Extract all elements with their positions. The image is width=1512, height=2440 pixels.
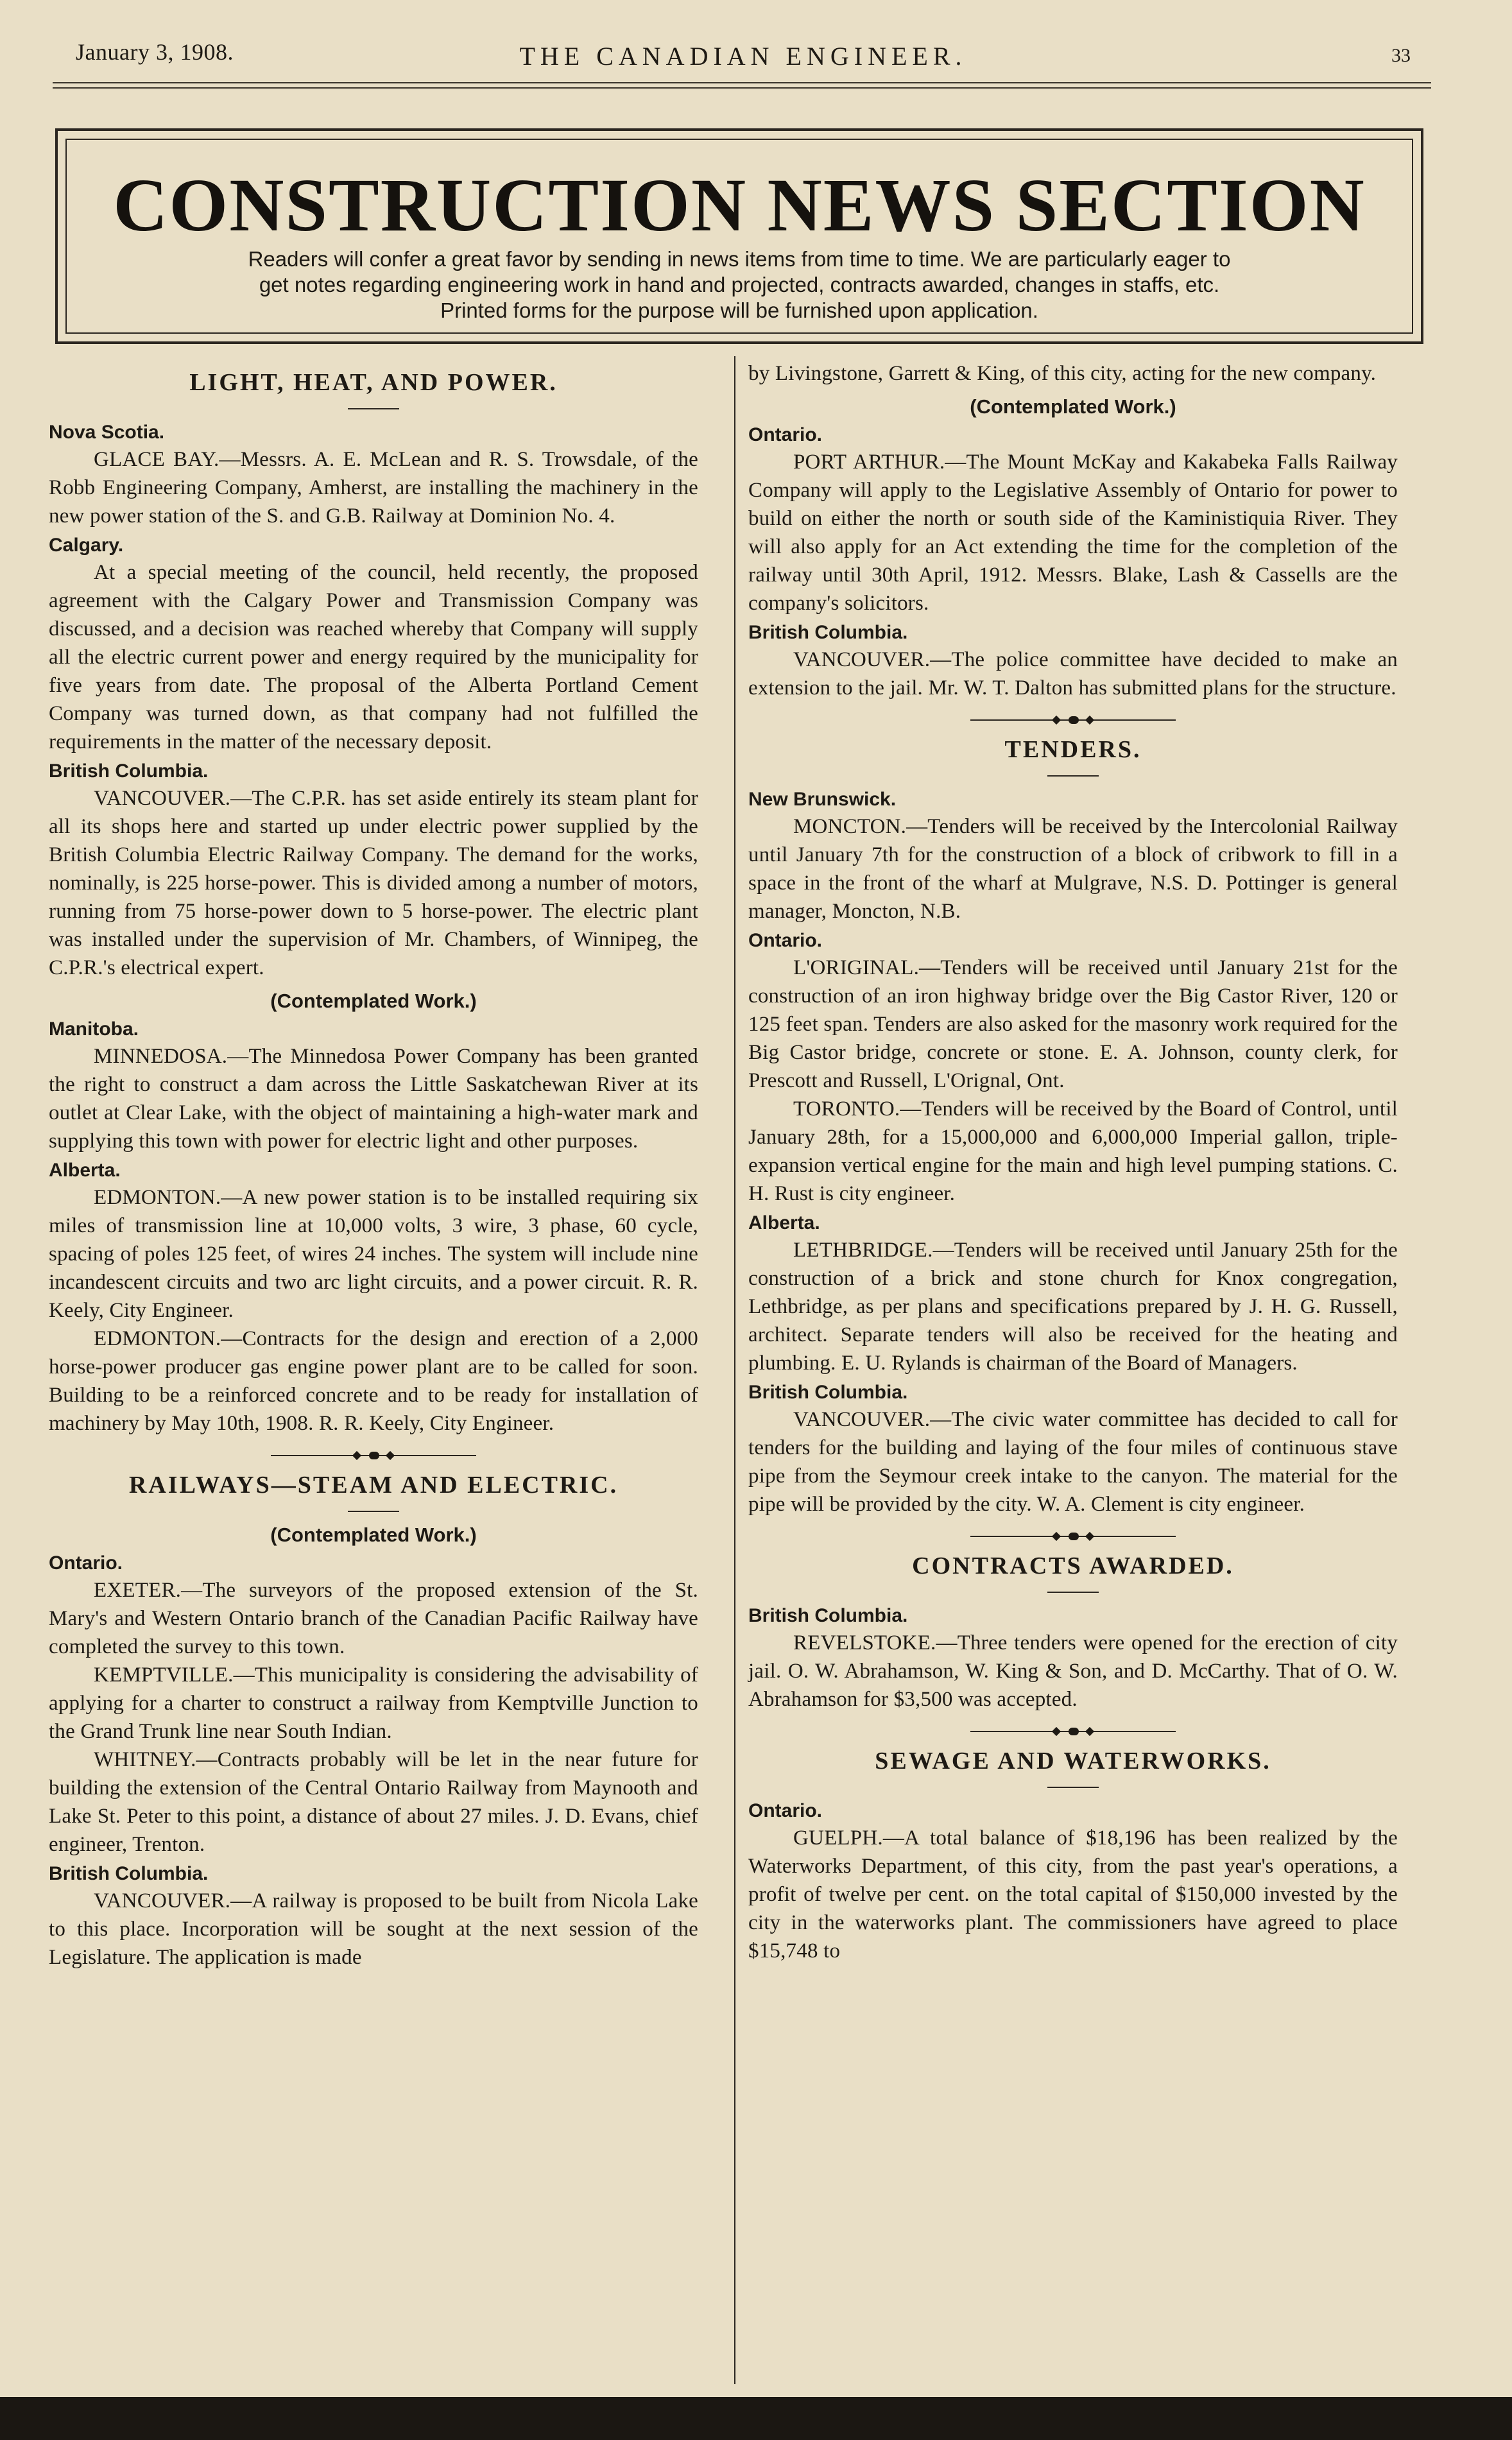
banner-notice (96, 246, 1382, 323)
right-column (748, 359, 1398, 1965)
ornament-icon (1051, 1532, 1095, 1541)
column-divider (734, 356, 735, 2384)
header-rule (53, 87, 1431, 89)
left-column (49, 359, 698, 1972)
news-item: EDMONTON.—A new power station is to be installed requiring six miles of transmission line at 10,000 volts, 3 wire, 3 phase, 60 cycle, spacing of poles 125 feet, of wires 24 inches. The system will include nine incandescent circuits and two arc light circuits, and a power circuit. R. R. Keely, City Engineer. (49, 1186, 698, 1322)
news-item: At a special meeting of the council, held recently, the proposed agreement with the Calgary Power and Transmission Company was discussed, and a decision was reached whereby that Company will supply all the electric current power and energy required by the municipality for five years from date. The proposal of the Alberta Portland Cement Company was turned down, as that company had not fulfilled the requirements in the matter of the necessary deposit. (49, 561, 698, 753)
banner-line: get notes regarding engineering work in hand and projected, contracts awarded, changes in staffs, etc. (259, 273, 1220, 296)
ornament-icon (351, 1451, 396, 1460)
section-title: CONSTRUCTION NEWS SECTION (113, 163, 1366, 247)
page-edge-shadow (0, 2397, 1512, 2440)
section-ornament (970, 714, 1176, 726)
banner-line: Readers will confer a great favor by sending in news items from time to time. We are particularly eager to (248, 247, 1231, 271)
ornament-icon (1051, 716, 1095, 725)
news-item: VANCOUVER.—The C.P.R. has set aside entirely its steam plant for all its shops here and started up under electric power supplied by the British Columbia Electric Railway Company. The demand for the works, nominally, is 225 horse-power. This is divided among a number of motors, running from 75 horse-power down to 5 horse-power. The electric plant was installed under the supervision of Mr. Chambers, of Winnipeg, the C.P.R.'s electrical expert. (49, 787, 698, 979)
section-ornament (970, 1725, 1176, 1738)
news-item: REVELSTOKE.—Three tenders were opened for the erection of city jail. O. W. Abrahamson, W. King & Son, and D. McCarthy. That of O. W. Abrahamson for $3,500 was accepted. (748, 1631, 1398, 1711)
news-item: EXETER.—The surveyors of the proposed extension of the St. Mary's and Western Ontario branch of the Canadian Pacific Railway have completed the survey to this town. (49, 1579, 698, 1658)
region-heading: British Columbia. (49, 760, 209, 782)
region-heading: British Columbia. (748, 622, 908, 643)
ornament-icon (1051, 1727, 1095, 1736)
region-heading: New Brunswick. (748, 789, 897, 810)
region-heading: British Columbia. (748, 1605, 908, 1626)
page-number: 33 (1391, 45, 1411, 66)
running-header (76, 39, 1411, 77)
region-heading: Alberta. (49, 1160, 121, 1181)
region-heading: Calgary. (49, 535, 124, 556)
header-rule (53, 82, 1431, 83)
region-heading: Nova Scotia. (49, 422, 165, 443)
region-heading: British Columbia. (49, 1863, 209, 1884)
news-item: EDMONTON.—Contracts for the design and erection of a 2,000 horse-power producer gas engine power plant are to be called for soon. Building to be a reinforced concrete and to be ready for installation of machinery by May 10th, 1908. R. R. Keely, City Engineer. (49, 1327, 698, 1435)
region-heading: Ontario. (49, 1552, 123, 1574)
region-heading: Ontario. (748, 930, 823, 951)
news-item: MONCTON.—Tenders will be received by the Intercolonial Railway until January 7th for the construction of a block of cribwork to fill in a space in the front of the wharf at Mulgrave, N.S. D. Pottinger is general manager, Moncton, N.B. (748, 815, 1398, 923)
section-heading: SEWAGE AND WATERWORKS. (875, 1748, 1271, 1774)
issue-date: January 3, 1908. (76, 39, 234, 65)
region-heading: Ontario. (748, 1800, 823, 1821)
short-rule (1047, 1592, 1099, 1593)
news-item: TORONTO.—Tenders will be received by the Board of Control, until January 28th, for a 15,000,000 and 6,000,000 Imperial gallon, triple-expansion vertical engine for the main and high level pumping stations. C. H. Rust is city engineer. (748, 1097, 1398, 1205)
news-item: L'ORIGINAL.—Tenders will be received until January 21st for the construction of an iron highway bridge over the Big Castor River, 120 or 125 feet span. Tenders are also asked for the masonry work required for the Big Castor bridge, concrete or stone. E. A. Johnson, county clerk, for Prescott and Russell, L'Orignal, Ont. (748, 956, 1398, 1092)
news-item: KEMPTVILLE.—This municipality is considering the advisability of applying for a charter to construct a railway from Kemptville Junction to the Grand Trunk line near South Indian. (49, 1663, 698, 1743)
region-heading: Manitoba. (49, 1018, 139, 1040)
section-heading: LIGHT, HEAT, AND POWER. (189, 369, 558, 396)
region-heading: Ontario. (748, 424, 823, 445)
banner-line: Printed forms for the purpose will be furnished upon application. (440, 298, 1038, 322)
news-item: VANCOUVER.—A railway is proposed to be built from Nicola Lake to this place. Incorporation will be sought at the next session of the Legislature. The application is made (49, 1889, 698, 1969)
section-heading: CONTRACTS AWARDED. (912, 1552, 1234, 1579)
short-rule (1047, 1787, 1099, 1788)
news-item: GUELPH.—A total balance of $18,196 has been realized by the Waterworks Department, of this city, from the past year's operations, a profit of twelve per cent. on the total capital of $150,000 invested by the city in the waterworks plant. The commissioners have agreed to place $15,748 to (748, 1826, 1398, 1963)
news-item: VANCOUVER.—The civic water committee has decided to call for tenders for the building and laying of the four miles of continuous stave pipe from the Seymour creek intake to the canyon. The material for the pipe will be provided by the city. W. A. Clement is city engineer. (748, 1408, 1398, 1516)
region-heading: Alberta. (748, 1212, 820, 1233)
news-item-continued: by Livingstone, Garrett & King, of this city, acting for the new company. (748, 362, 1377, 385)
section-heading: TENDERS. (1004, 736, 1142, 763)
subsection-heading: (Contemplated Work.) (270, 1524, 477, 1546)
journal-title: THE CANADIAN ENGINEER. (519, 42, 967, 71)
subsection-heading: (Contemplated Work.) (970, 395, 1176, 418)
news-item: MINNEDOSA.—The Minnedosa Power Company has been granted the right to construct a dam across the Little Saskatchewan River at its outlet at Clear Lake, with the object of maintaining a high-water mark and supplying this town with power for electric light and other purposes. (49, 1045, 698, 1153)
news-item: VANCOUVER.—The police committee have decided to make an extension to the jail. Mr. W. T. Dalton has submitted plans for the structure. (748, 648, 1398, 700)
short-rule (348, 408, 399, 409)
section-heading: RAILWAYS—STEAM AND ELECTRIC. (128, 1472, 619, 1499)
section-banner (55, 128, 1423, 344)
news-item: WHITNEY.—Contracts probably will be let in the near future for building the extension of the Central Ontario Railway from Maynooth and Lake St. Peter to this point, a distance of about 27 miles. J. D. Evans, chief engineer, Trenton. (49, 1748, 698, 1856)
news-item: GLACE BAY.—Messrs. A. E. McLean and R. S. Trowsdale, of the Robb Engineering Company, Amherst, are installing the machinery in the new power station of the S. and G.B. Railway at Dominion No. 4. (49, 448, 698, 528)
short-rule (348, 1511, 399, 1512)
news-item: LETHBRIDGE.—Tenders will be received until January 25th for the construction of a brick and stone church for Knox congregation, Lethbridge, as per plans and specifications prepared by J. H. G. Russell, architect. Separate tenders will also be received for the heating and plumbing. E. U. Rylands is chairman of the Board of Managers. (748, 1239, 1398, 1375)
section-ornament (271, 1449, 476, 1462)
news-item: PORT ARTHUR.—The Mount McKay and Kakabeka Falls Railway Company will apply to the Legislative Assembly of Ontario for power to build on either the north or south side of the Kaministiquia River. They will also apply for an Act extending the time for the completion of the railway until 30th April, 1912. Messrs. Blake, Lash & Cassells are the company's solicitors. (748, 451, 1398, 615)
region-heading: British Columbia. (748, 1382, 908, 1403)
section-ornament (970, 1530, 1176, 1543)
subsection-heading: (Contemplated Work.) (270, 990, 477, 1012)
short-rule (1047, 775, 1099, 777)
